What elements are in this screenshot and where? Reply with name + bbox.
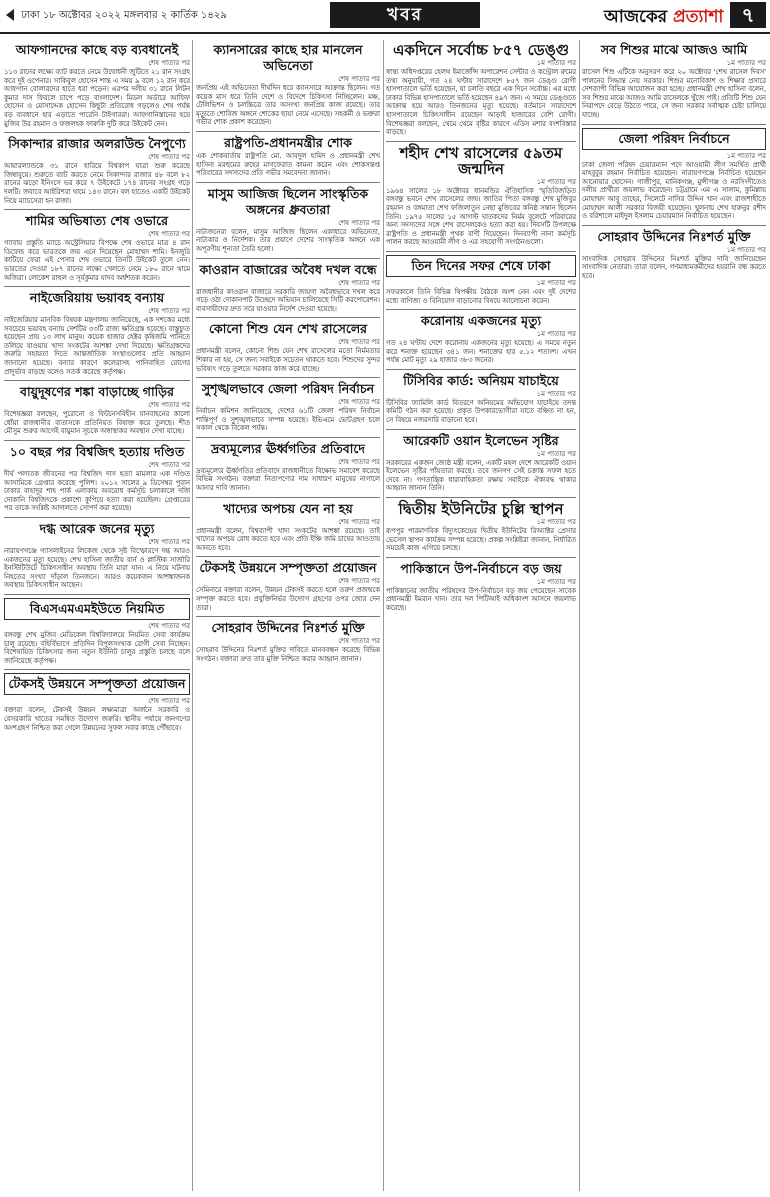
story-body: স্বাস্থ্য অধিদপ্তরের হেলথ ইমার্জেন্সি অপারেশন সেন্টার ও কন্ট্রোল রুমের তথ্য অনুযায়ী, গত ২৪ ঘণ্টায় সারাদেশে ৮৫৭ জন ডেঙ্গু রোগী হাসপাতালে ভর্তি হয়েছেন, যা চলতি বছরে এক দিনে সর্বোচ্চ। এর মধ্যে ঢাকার বিভিন্ন হাসপাতালে ভর্তি হয়েছেন ৪৯৭ জন। এ সময়ে ডেঙ্গুতে আক্রান্ত হয়ে আরও তিনজনের মৃত্যু হয়েছে। বর্তমানে সারাদেশে হাসপাতালে চিকিৎসাধীন রয়েছেন আড়াই হাজারের বেশি রোগী। বিশেষজ্ঞরা বলছেন, থেমে থেমে বৃষ্টির কারণে এডিস মশার বংশবিস্তার বাড়ছে। (386, 68, 576, 137)
news-story (4, 517, 190, 590)
story-continuation-note: ১ম পাতার পর (536, 449, 576, 458)
brand-main: আজকের (604, 7, 674, 27)
story-headline[interactable]: তিন দিনের সফর শেষে ঢাকা (386, 255, 576, 277)
story-body: পাকিস্তানের জাতীয় পরিষদের উপ-নির্বাচনে বড় জয় পেয়েছেন সাবেক প্রধানমন্ত্রী ইমরান খান। তার দল পিটিআই অধিকাংশ আসনে জয়লাভ করেছে। (386, 586, 576, 612)
story-continuation-note: শেষ পাতার পর (338, 457, 380, 466)
story-headline[interactable]: দ্রব্যমূল্যের ঊর্ধ্বগতির প্রতিবাদে (211, 440, 365, 456)
story-divider (4, 286, 190, 287)
story-body: রূপপুর পারমাণবিক বিদ্যুৎকেন্দ্রের দ্বিতীয় ইউনিটের রিঅ্যাক্টর প্রেসার ভেসেল স্থাপন কার্যক্রম সম্পন্ন হয়েছে। প্রকল্প সংশ্লিষ্টরা জানান, নির্ধারিত সময়েই কাজ এগিয়ে চলছে। (386, 527, 576, 553)
story-divider (386, 497, 576, 498)
column-2 (196, 40, 380, 1191)
story-body: নাট্যজনেরা বলেন, মাসুম আজিজ ছিলেন একাধারে অভিনেতা, নাট্যকার ও নির্দেশক। তার প্রয়াণে দেশের সাংস্কৃতিক অঙ্গনে এক অপূরণীয় শূন্যতা তৈরি হলো। (196, 227, 380, 253)
story-headline[interactable]: টিসিবির কার্ড: অনিয়ম যাচাইয়ে (403, 372, 559, 388)
story-headline[interactable]: সিকান্দার রাজার অলরাউন্ড নৈপুণ্যে (8, 136, 186, 152)
date-text: ঢাকা ১৮ অক্টোবর ২০২২ মঙ্গলবার ২ কার্তিক ১৪২৯ (21, 10, 227, 21)
story-headline[interactable]: বিএসএমএমইউতে নিয়মিত (4, 598, 190, 620)
story-body: গত ২৪ ঘণ্টায় দেশে করোনায় একজনের মৃত্যু হয়েছে। এ সময়ে নতুন করে শনাক্ত হয়েছেন ৩৪১ জন। শনাক্তের হার ৫.১২ শতাংশ। এখন পর্যন্ত মোট মৃত্যু ২৯ হাজার ৩৮৩ জনের। (386, 339, 576, 365)
story-headline[interactable]: সব শিশুর মাঝে আজও আমি (600, 42, 748, 57)
news-story (4, 380, 190, 436)
news-story (582, 225, 766, 281)
story-body: দীর্ঘ পলাতক জীবনের পর বিশ্বজিৎ দাস হত্যা মামলার এক দণ্ডিত আসামিকে গ্রেপ্তার করেছে পুলিশ। ২০১২ সালের ৯ ডিসেম্বর পুরান ঢাকার বাহাদুর শাহ পার্ক এলাকায় অবরোধ কর্মসূচি চলাকালে দর্জি দোকানি বিশ্বজিৎকে প্রকাশ্যে কুপিয়ে হত্যা করা হয়েছিল। গ্রেপ্তারের পর তাকে সংশ্লিষ্ট আদালতে সোপর্দ করা হয়েছে। (4, 470, 190, 513)
story-body: বঙ্গবন্ধু শেখ মুজিব মেডিকেল বিশ্ববিদ্যালয়ে নিয়মিত সেবা কার্যক্রম চালু রয়েছে। বহির্বিভাগে প্রতিদিন বিপুলসংখ্যক রোগী সেবা নিচ্ছেন। বিশেষায়িত চিকিৎসার জন্য নতুন ইউনিট চালুর প্রস্তুতি চলছে বলে জানিয়েছে কর্তৃপক্ষ। (4, 630, 190, 665)
story-divider (386, 251, 576, 252)
column-3 (386, 40, 576, 1191)
story-continuation-note: শেষ পাতার পর (338, 75, 380, 83)
story-headline[interactable]: সোহরাব উদ্দিনের নিঃশর্ত মুক্তি (597, 228, 751, 244)
story-divider (386, 557, 576, 558)
story-continuation-note: শেষ পাতার পর (148, 538, 190, 546)
story-headline[interactable]: দ্বিতীয় ইউনিটের চুল্লি স্থাপন (398, 500, 564, 519)
story-body: সরকারের একজন জ্যেষ্ঠ মন্ত্রী বলেন, একটি মহল দেশে আরেকটি ওয়ান ইলেভেন সৃষ্টির পাঁয়তারা করছে। তবে জনগণ সেই চক্রান্ত সফল হতে দেবে না। গণতান্ত্রিক ধারাবাহিকতা রক্ষায় সবাইকে ঐক্যবদ্ধ থাকার আহ্বান জানান তিনি। (386, 458, 576, 493)
story-continuation-note: শেষ পাতার পর (148, 697, 190, 706)
story-body: ঢাকা জেলা পরিষদ চেয়ারম্যান পদে আওয়ামী লীগ সমর্থিত প্রার্থী মাহবুবুর রহমান নির্বাচিত হয়েছেন। নারায়ণগঞ্জে নির্বাচিত হয়েছেন আনোয়ার হোসেন। গাজীপুর, মানিকগঞ্জ, মুন্সীগঞ্জ ও নরসিংদীতেও দলীয় প্রার্থীরা জয়লাভ করেছেন। চট্টগ্রামে এম এ সালাম, কুমিল্লায় মোহাম্মদ আবু তাহের, সিলেটে নাসির উদ্দিন খান এবং রাজশাহীতে মোহাম্মদ আলী সরকার বিজয়ী হয়েছেন। খুলনায় শেখ হারুনুর রশীদ ও বরিশালে মাইদুল ইসলাম চেয়ারম্যান নির্বাচিত হয়েছেন। (582, 160, 766, 221)
news-story (196, 437, 380, 493)
story-divider (4, 209, 190, 210)
story-continuation-note: শেষ পাতার পর (338, 338, 380, 347)
news-story (196, 377, 380, 433)
story-headline[interactable]: নাইজেরিয়ায় ভয়াবহ বন্যায় (29, 290, 165, 306)
news-story (386, 309, 576, 365)
story-divider (4, 132, 190, 133)
story-headline[interactable]: কাওরান বাজারের অবৈধ দখল বন্ধে (199, 261, 377, 277)
story-body: প্রধানমন্ত্রী বলেন, বিশ্বব্যাপী খাদ্য সংকটের আশঙ্কা রয়েছে। তাই খাদ্যের অপচয় রোধ করতে হবে এবং প্রতি ইঞ্চি জমি চাষের আওতায় আনতে হবে। (196, 526, 380, 552)
story-divider (196, 258, 380, 259)
news-story (196, 42, 380, 127)
story-body: নাইজেরিয়ার মানবিক বিষয়ক মন্ত্রণালয় জানিয়েছে, এক দশকের মধ্যে সবচেয়ে ভয়াবহ বন্যায় দেশটির ৩৩টি রাজ্য ক্ষতিগ্রস্ত হয়েছে। বাস্তুচ্যুত হয়েছেন প্রায় ১৩ লাখ মানুষ। কয়েক হাজার হেক্টর কৃষিজমি পানিতে তলিয়ে যাওয়ায় খাদ্য সংকটের আশঙ্কা দেখা দিয়েছে। ক্ষতিগ্রস্তদের জরুরি সহায়তা দিতে আন্তর্জাতিক সংস্থাগুলোর প্রতি আহ্বান জানানো হয়েছে। বন্যার কারণে কলেরাসহ পানিবাহিত রোগের প্রাদুর্ভাব বাড়ছে বলেও সতর্ক করেছে কর্তৃপক্ষ। (4, 316, 190, 376)
story-divider (386, 309, 576, 310)
story-continuation-note: শেষ পাতার পর (148, 621, 190, 630)
story-body: টিসিবির ফ্যামিলি কার্ড বিতরণে অনিয়মের অভিযোগ যাচাইয়ে তদন্ত কমিটি গঠন করা হয়েছে। প্রকৃত উপকারভোগীরা যাতে বঞ্চিত না হন, সে বিষয়ে নজরদারি বাড়ানো হবে। (386, 398, 576, 425)
story-headline[interactable]: কোনো শিশু যেন শেখ রাসেলের (208, 321, 368, 337)
column-divider (579, 40, 580, 1191)
date-line (0, 8, 227, 25)
story-headline[interactable]: জেলা পরিষদ নির্বাচনে (582, 128, 766, 150)
story-body: রাসেল শিশু এটিকে অনুসরণ করে ২০ অক্টোবর 'শেখ রাসেল দিবস' পালনের সিদ্ধান্ত নেয় সরকার। শিশুর মনোবিকাশ ও শিক্ষার প্রসারে দেশব্যাপী বিভিন্ন আয়োজন করা হচ্ছে। প্রধানমন্ত্রী শেখ হাসিনা বলেন, সব শিশুর মাঝে আজও আমি রাসেলকে খুঁজে পাই। প্রতিটি শিশু যেন নিরাপদে বেড়ে উঠতে পারে, সে জন্য সরকার সর্বাত্মক চেষ্টা চালিয়ে যাচ্ছে। (582, 68, 766, 119)
news-story (386, 251, 576, 305)
story-body: জনপ্রিয় এই অভিনেতা দীর্ঘদিন ধরে ক্যানসারে আক্রান্ত ছিলেন। গত কয়েক মাস ধরে তিনি দেশে ও বিদেশে চিকিৎসা নিচ্ছিলেন। মঞ্চ, টেলিভিশন ও চলচ্চিত্রে তার অসংখ্য জনপ্রিয় কাজ রয়েছে। তার মৃত্যুতে শোবিজ অঙ্গনে শোকের ছায়া নেমে এসেছে। সহকর্মী ও ভক্তরা গভীর শোক প্রকাশ করেছেন। (196, 84, 380, 127)
news-story (196, 556, 380, 612)
story-headline[interactable]: টেকসই উন্নয়নে সম্পৃক্ততা প্রয়োজন (4, 673, 190, 695)
story-headline[interactable]: একদিনে সর্বোচ্চ ৮৫৭ ডেঙ্গু (392, 41, 570, 59)
news-story (386, 497, 576, 553)
news-story (196, 616, 380, 663)
news-story (196, 317, 380, 373)
story-continuation-note: শেষ পাতার পর (338, 577, 380, 586)
story-continuation-note: ১ম পাতার পর (536, 577, 576, 586)
story-continuation-note: ১ম পাতার পর (536, 278, 576, 287)
news-story (386, 369, 576, 425)
news-story (196, 258, 380, 314)
news-story (386, 42, 576, 137)
story-divider (4, 380, 190, 381)
column-divider (383, 40, 384, 1191)
news-story (386, 141, 576, 247)
story-divider (196, 317, 380, 318)
news-story (4, 42, 190, 128)
story-body: ১১৩ রানের লক্ষ্যে ব্যাট করতে নেমে উদ্বোধনী জুটিতে ২১ রান সংগ্রহ করে দুই ওপেনার। সাকিবুল হোসেন শান্ত এ সময় ৯ বলে ১২ রান করে আফগান বোলারদের হাতে ধরা পড়েন। এরপর দলীয় ৩১ রানে লিটন কুমার দাস ফিরলে চাপে পড়ে বাংলাদেশ। মিডল অর্ডারে আফিফ হোসেন ও মোসাদ্দেক হোসেন কিছুটা প্রতিরোধ গড়লেও শেষ পর্যন্ত বড় ব্যবধানে হার এড়াতে পারেনি টাইগাররা। আফগানিস্তানের হয়ে মুজিব উর রহমান ও ফজলহক ফারুকি দুটি করে উইকেট নেন। (4, 68, 190, 128)
story-body: নির্বাচন কমিশন জানিয়েছে, দেশের ৬১টি জেলা পরিষদ নির্বাচন শান্তিপূর্ণ ও সুশৃঙ্খলভাবে সম্পন্ন হয়েছে। ইভিএমে ভোটগ্রহণ চলে সকাল থেকে বিকেল পর্যন্ত। (196, 407, 380, 433)
section-title: খবর (330, 2, 480, 28)
story-body: আয়ারল্যান্ডকে ৩১ রানে হারিয়ে বিশ্বকাপ যাত্রা শুরু করেছে জিম্বাবুয়ে। শুরুতে ব্যাট করতে নেমে সিকান্দার রাজার ৪৮ বলে ৮২ রানের ঝড়ো ইনিংসে ভর করে ৭ উইকেটে ১৭৪ রানের সংগ্রহ গড়ে দলটি। জবাবে আইরিশরা থামে ১৪৩ রানে। বল হাতেও একটি উইকেট নিয়ে ম্যাচসেরা হন রাজা। (4, 162, 190, 205)
story-continuation-note: ১ম পাতার পর (726, 151, 766, 160)
news-story (4, 440, 190, 513)
story-divider (196, 556, 380, 557)
news-story (582, 124, 766, 221)
story-continuation-note: ১ম পাতার পর (536, 59, 576, 67)
news-story (196, 497, 380, 553)
story-divider (4, 669, 190, 670)
story-body: সোহরাব উদ্দিনের নিঃশর্ত মুক্তির দাবিতে মানববন্ধন করেছে বিভিন্ন সংগঠন। বক্তারা দ্রুত তার মুক্তি নিশ্চিত করার আহ্বান জানান। (196, 646, 380, 663)
newspaper-logo (604, 4, 723, 32)
story-headline[interactable]: মাসুম আজিজ ছিলেন সাংস্কৃতিক অঙ্গনের ধ্রুবতারা (207, 185, 369, 217)
column-1 (4, 40, 190, 1191)
story-body: সেমিনারে বক্তারা বলেন, উন্নয়ন টেকসই করতে হলে তরুণ প্রজন্মকে সম্পৃক্ত করতে হবে। প্রযুক্তিনির্ভর উদ্যোগ গ্রহণের ওপর জোর দেন তারা। (196, 586, 380, 612)
story-continuation-note: শেষ পাতার পর (148, 59, 190, 67)
story-continuation-note: শেষ পাতার পর (338, 218, 380, 227)
story-headline[interactable]: সুশৃঙ্খলভাবে জেলা পরিষদ নির্বাচন (201, 381, 375, 397)
story-continuation-note: শেষ পাতার পর (148, 153, 190, 162)
story-continuation-note: শেষ পাতার পর (338, 517, 380, 526)
column-divider (192, 40, 193, 1191)
column-4 (582, 40, 766, 1191)
story-continuation-note: ১ম পাতার পর (536, 389, 576, 398)
story-continuation-note: ১ম পাতার পর (536, 518, 576, 527)
story-headline[interactable]: বায়ুদূষণের শঙ্কা বাড়াচ্ছে গাড়ির (20, 384, 174, 400)
story-continuation-note: শেষ পাতার পর (338, 637, 380, 646)
story-headline[interactable]: পাকিস্তানে উপ-নির্বাচনে বড় জয় (400, 560, 562, 576)
story-continuation-note: ১ম পাতার পর (536, 177, 576, 186)
story-divider (196, 616, 380, 617)
story-body: বক্তারা বলেন, টেকসই উন্নয়ন লক্ষ্যমাত্রা অর্জনে সরকারি ও বেসরকারি খাতের সমন্বিত উদ্যোগ জরুরি। স্থানীয় পর্যায়ে জনগণের অংশগ্রহণ নিশ্চিত করা গেলে উন্নয়নের সুফল সবার কাছে পৌঁছাবে। (4, 706, 190, 732)
news-story (4, 669, 190, 732)
story-divider (582, 225, 766, 226)
story-divider (196, 497, 380, 498)
story-continuation-note: ১ম পাতার পর (726, 59, 766, 67)
story-continuation-note: শেষ পাতার পর (338, 398, 380, 407)
story-body: গ্যাবায় প্রস্তুতি ম্যাচে অস্ট্রেলিয়ার বিপক্ষে শেষ ওভারে মাত্র ৪ রান ডিফেন্ড করে ভারতকে জয় এনে দিয়েছেন মোহাম্মদ শামি। ইনজুরি কাটিয়ে ফেরা এই পেসার শেষ ওভারে তিনটি উইকেট তুলে নেন। ভারতের দেওয়া ১৮৭ রানের লক্ষ্যে খেলতে নেমে ১৮০ রানে থামে অজিরা। লোকেশ রাহুল ও সূর্যকুমার যাদব অর্ধশতক করেন। (4, 239, 190, 282)
story-headline[interactable]: ১০ বছর পর বিশ্বজিৎ হত্যায় দণ্ডিত (9, 444, 185, 460)
news-story (386, 429, 576, 493)
story-divider (4, 517, 190, 518)
story-divider (4, 594, 190, 595)
story-continuation-note: শেষ পাতার পর (148, 307, 190, 316)
story-body: প্রধানমন্ত্রী বলেন, কোনো শিশু যেন শেখ রাসেলের মতো নির্মমতার শিকার না হয়, সে জন্য সবাইকে সচেতন থাকতে হবে। শিশুদের সুন্দর ভবিষ্যৎ গড়ে তুলতে সরকার কাজ করে যাচ্ছে। (196, 347, 380, 373)
story-continuation-note: শেষ পাতার পর (338, 278, 380, 287)
story-headline[interactable]: খাদ্যের অপচয় যেন না হয় (223, 500, 353, 516)
story-body: রাজধানীর কাওরান বাজারে সরকারি জায়গা অবৈধভাবে দখল করে গড়ে ওঠা দোকানপাট উচ্ছেদে অভিযান চালিয়েছে সিটি করপোরেশন। ব্যবসায়ীদের দ্রুত সরে যাওয়ার নির্দেশ দেওয়া হয়েছে। (196, 287, 380, 313)
story-divider (4, 440, 190, 441)
story-continuation-note: শেষ পাতার পর (148, 230, 190, 239)
story-headline[interactable]: করোনায় একজনের মৃত্যু (420, 313, 542, 329)
page-number: ৭ (730, 2, 766, 28)
story-body: সাংবাদিক সোহরাব উদ্দিনের নিঃশর্ত মুক্তির দাবি জানিয়েছেন সাংবাদিক নেতারা। তারা বলেন, গণমাধ্যমকর্মীদের হয়রানি বন্ধ করতে হবে। (582, 254, 766, 280)
story-body: সফরকালে তিনি বিভিন্ন দ্বিপক্ষীয় বৈঠকে অংশ নেন এবং দুই দেশের মধ্যে বাণিজ্য ও বিনিয়োগ বাড়ানোর বিষয়ে আলোচনা করেন। (386, 287, 576, 305)
story-continuation-note: শেষ পাতার পর (148, 461, 190, 470)
news-story (4, 209, 190, 282)
story-headline[interactable]: দগ্ধ আরেক জনের মৃত্যু (39, 521, 155, 536)
story-body: এক শোকবার্তায় রাষ্ট্রপতি মো. আবদুল হামিদ ও প্রধানমন্ত্রী শেখ হাসিনা মরহুমের রুহের মাগফেরাত কামনা করেন এবং শোকসন্তপ্ত পরিবারের সদস্যদের প্রতি গভীর সমবেদনা জানান। (196, 151, 380, 178)
story-divider (386, 429, 576, 430)
story-body: বিশেষজ্ঞরা বলছেন, পুরোনো ও ফিটনেসবিহীন যানবাহনের কালো ধোঁয়া রাজধানীর বাতাসকে প্রতিনিয়ত বিষাক্ত করে তুলছে। শীত মৌসুম শুরুর আগেই বায়ুমান সূচকে অস্বাস্থ্যকর অবস্থান দেখা যাচ্ছে। (4, 410, 190, 436)
story-continuation-note: ১ম পাতার পর (726, 245, 766, 254)
story-divider (386, 369, 576, 370)
news-story (582, 42, 766, 120)
story-divider (196, 182, 380, 183)
story-divider (196, 131, 380, 132)
story-continuation-note: শেষ পাতার পর (148, 401, 190, 410)
story-body: ১৯৬৪ সালের ১৮ অক্টোবর ধানমন্ডির ঐতিহাসিক স্মৃতিবিজড়িত বঙ্গবন্ধু ভবনে শেখ রাসেলের জন্ম। জাতির পিতা বঙ্গবন্ধু শেখ মুজিবুর রহমান ও বঙ্গমাতা শেখ ফজিলাতুন নেছা মুজিবের কনিষ্ঠ সন্তান ছিলেন তিনি। ১৯৭৫ সালের ১৫ আগস্ট ঘাতকদের নির্মম বুলেটে পরিবারের অন্য সদস্যদের সঙ্গে শেখ রাসেলকেও হত্যা করা হয়। দিবসটি উপলক্ষে রাষ্ট্রপতি ও প্রধানমন্ত্রী পৃথক বাণী দিয়েছেন। দিনব্যাপী নানা কর্মসূচি পালন করছে আওয়ামী লীগ ও এর সহযোগী সংগঠনগুলো। (386, 186, 576, 247)
news-story (4, 286, 190, 376)
story-headline[interactable]: টেকসই উন্নয়নে সম্পৃক্ততা প্রয়োজন (199, 560, 377, 576)
story-headline[interactable]: সোহরাব উদ্দিনের নিঃশর্ত মুক্তি (211, 620, 365, 636)
story-divider (196, 377, 380, 378)
news-story (196, 131, 380, 178)
news-story (4, 132, 190, 205)
story-divider (582, 124, 766, 125)
left-arrow-icon (6, 9, 14, 21)
page-header (0, 0, 770, 34)
story-divider (386, 141, 576, 142)
news-story (196, 182, 380, 254)
brand-accent: প্রত্যাশা (673, 7, 724, 27)
story-headline[interactable]: শহীদ শেখ রাসেলের ৫৯তম জন্মদিন (399, 143, 563, 178)
story-headline[interactable]: শামির অভিষাত্য শেষ ওভারে (25, 213, 169, 229)
story-headline[interactable]: আফগানদের কাছে বড় ব্যবধানেই (15, 42, 179, 57)
story-body: নারায়ণগঞ্জে গ্যাসলাইনের লিকেজ থেকে সৃষ্ট বিস্ফোরণে দগ্ধ আরও একজনের মৃত্যু হয়েছে। শেখ হাসিনা জাতীয় বার্ন ও প্লাস্টিক সার্জারি ইনস্টিটিউটে চিকিৎসাধীন অবস্থায় তিনি মারা যান। এ নিয়ে ঘটনায় নিহতের সংখ্যা দাঁড়াল তিনজনে। আরও কয়েকজন আশঙ্কাজনক অবস্থায় চিকিৎসাধীন আছেন। (4, 547, 190, 590)
story-headline[interactable]: আরেকটি ওয়ান ইলেভেন সৃষ্টির (403, 432, 559, 448)
news-story (4, 594, 190, 665)
news-story (386, 557, 576, 613)
story-body: দ্রব্যমূল্যের ঊর্ধ্বগতির প্রতিবাদে রাজধানীতে বিক্ষোভ সমাবেশ করেছে বিভিন্ন সংগঠন। বক্তারা নিত্যপণ্যের দাম সাধারণ মানুষের নাগালে আনার দাবি জানান। (196, 466, 380, 493)
story-divider (196, 437, 380, 438)
story-headline[interactable]: রাষ্ট্রপতি-প্রধানমন্ত্রীর শোক (224, 134, 352, 150)
story-continuation-note: ১ম পাতার পর (536, 330, 576, 339)
story-headline[interactable]: ক্যানসারের কাছে হার মানলেন অভিনেতা (213, 42, 363, 73)
